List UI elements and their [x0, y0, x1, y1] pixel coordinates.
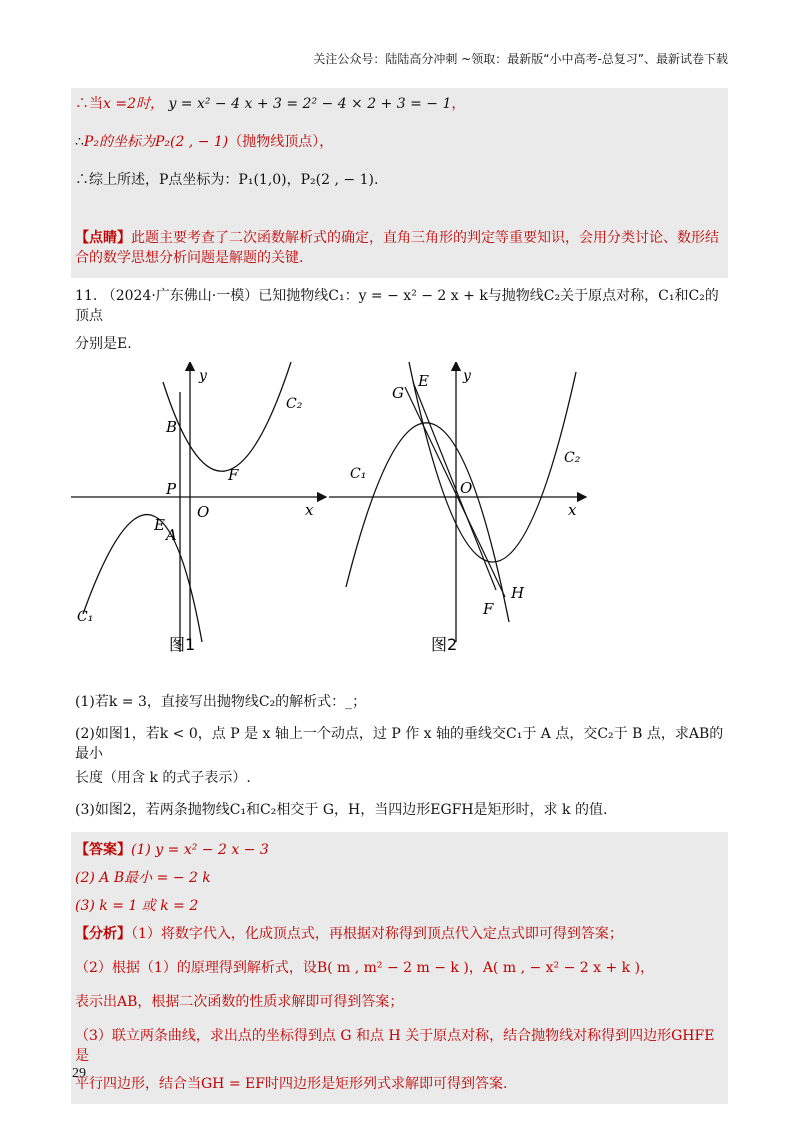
- fig1-label-b: B: [166, 418, 178, 436]
- prev-line-1-a: ∴当: [75, 96, 103, 112]
- prev-line-1-c: y = x² − 4 x + 3 = 2² − 4 × 2 + 3 = − 1: [168, 96, 452, 112]
- page-content: [71, 88, 728, 1104]
- fig1-label-a: A: [166, 526, 177, 544]
- sub-question-1: (1)若k = 3，直接写出抛物线C₂的解析式：_；: [75, 694, 367, 710]
- prev-line-1-b: x =2时，: [103, 96, 164, 112]
- fig2-label-y: y: [463, 368, 471, 384]
- question-11: [71, 278, 728, 354]
- fig1-label-e: E: [154, 516, 165, 534]
- remark-text-line: [75, 228, 724, 268]
- q11-number: 11.: [75, 288, 98, 304]
- fig1-label-o: O: [197, 503, 210, 521]
- fig1-label-x: x: [305, 501, 314, 519]
- answer-1: (1) y = x² − 2 x − 3: [131, 842, 269, 858]
- fig1-parabola-c1: [83, 515, 202, 642]
- q11-source: （2024·广东佛山·一模）: [101, 288, 259, 304]
- fig1-label-y: y: [199, 368, 207, 384]
- prev-line-3: ∴综上所述，P点坐标为：P₁(1,0)，P₂(2 , − 1).: [75, 172, 379, 188]
- fig2-label-h: H: [511, 584, 525, 602]
- answer-3: (3) k = 1 或 k = 2: [75, 898, 199, 914]
- figure-1: [71, 362, 326, 654]
- fig1-label-f: F: [228, 466, 239, 484]
- answer-analysis-block: [71, 832, 728, 1104]
- prev-line-2-b: P₂的坐标为P₂(2 , − 1): [83, 134, 229, 150]
- page-number: 29: [72, 1066, 86, 1081]
- figure-2: [329, 362, 586, 654]
- prev-line-1-d: ，: [451, 96, 466, 112]
- fig2-label-f: F: [483, 600, 494, 618]
- fig2-label-c1: C₁: [350, 466, 367, 482]
- analysis-p2: （2）根据（1）的原理得到解析式，设B( m , m² − 2 m − k )，A( m , − x² − 2 x + k )，: [75, 960, 655, 976]
- fig2-label-e: E: [418, 372, 429, 390]
- fig2-label-c2: C₂: [564, 450, 581, 466]
- analysis-tag: 【分析】: [75, 926, 131, 942]
- fig1-parabola-c2: [163, 362, 291, 471]
- fig2-caption: 图2: [431, 635, 458, 654]
- analysis-p4: （3）联立两条曲线，求出点的坐标得到点 G 和点 H 关于原点对称，结合抛物线对称得到四边形GHFE是: [75, 1028, 715, 1064]
- sub-questions: [71, 692, 728, 820]
- prev-line-2: [75, 132, 724, 152]
- answer-2: (2) A B最小 = − 2 k: [75, 870, 211, 886]
- fig2-parabola-c1: [346, 423, 509, 622]
- q11-stem-line-2: 分别是E.: [75, 336, 132, 352]
- q11-stem-line-1: [75, 286, 724, 326]
- analysis-p1: （1）将数字代入，化成顶点式，再根据对称得到顶点代入定点式即可得到答案；: [131, 926, 623, 942]
- analysis-line-1: [75, 924, 724, 944]
- remark-text: 此题主要考查了二次函数解析式的确定，直角三角形的判定等重要知识，会用分类讨论、数形结合的数学思想分析问题是解题的关键.: [75, 230, 719, 266]
- figure-svg: [71, 362, 728, 692]
- fig2-label-o: O: [460, 479, 473, 497]
- sub-question-2-line-1: (2)如图1，若k < 0，点 P 是 x 轴上一个动点，过 P 作 x 轴的垂线交C₁于 A 点，交C₂于 B 点，求AB的最小: [75, 726, 724, 762]
- prev-line-2-a: ∴: [75, 134, 84, 150]
- fig1-label-c1: C₁: [77, 609, 94, 625]
- analysis-p5: 平行四边形，结合当GH = EF时四边形是矩形列式求解即可得到答案.: [75, 1076, 508, 1092]
- sub-question-3: (3)如图2，若两条抛物线C₁和C₂相交于 G，H，当四边形EGFH是矩形时，求 k 的值.: [75, 802, 608, 818]
- remark-tag: 【点睛】: [75, 230, 131, 246]
- figures: [71, 362, 728, 692]
- q11-stem-1: 已知抛物线C₁：y = − x² − 2 x + k与抛物线C₂关于原点对称，C₁和C₂的顶点: [75, 288, 719, 324]
- fig2-parabola-c2: [409, 362, 576, 562]
- previous-solution-block: [71, 88, 728, 218]
- fig2-segment-ef: [413, 382, 496, 590]
- remark-block: [71, 218, 728, 278]
- fig1-caption: 图1: [169, 635, 196, 654]
- page-header: 关注公众号：陆陆高分冲刺 ~领取：最新版“小中高考-总复习”、最新试卷下载: [313, 52, 728, 66]
- answer-tag: 【答案】: [75, 842, 131, 858]
- fig1-label-c2: C₂: [286, 396, 303, 412]
- prev-line-1: [75, 94, 724, 114]
- fig2-segment-gh: [405, 387, 505, 597]
- prev-line-2-c: （抛物线顶点），: [228, 134, 334, 150]
- sub-question-2-line-2: 长度（用含 k 的式子表示）.: [75, 770, 251, 786]
- fig1-label-p: P: [166, 480, 177, 498]
- analysis-p3: 表示出AB，根据二次函数的性质求解即可得到答案；: [75, 994, 404, 1010]
- fig2-label-x: x: [568, 501, 577, 519]
- fig2-label-g: G: [392, 384, 404, 402]
- answer-line-1: [75, 840, 724, 860]
